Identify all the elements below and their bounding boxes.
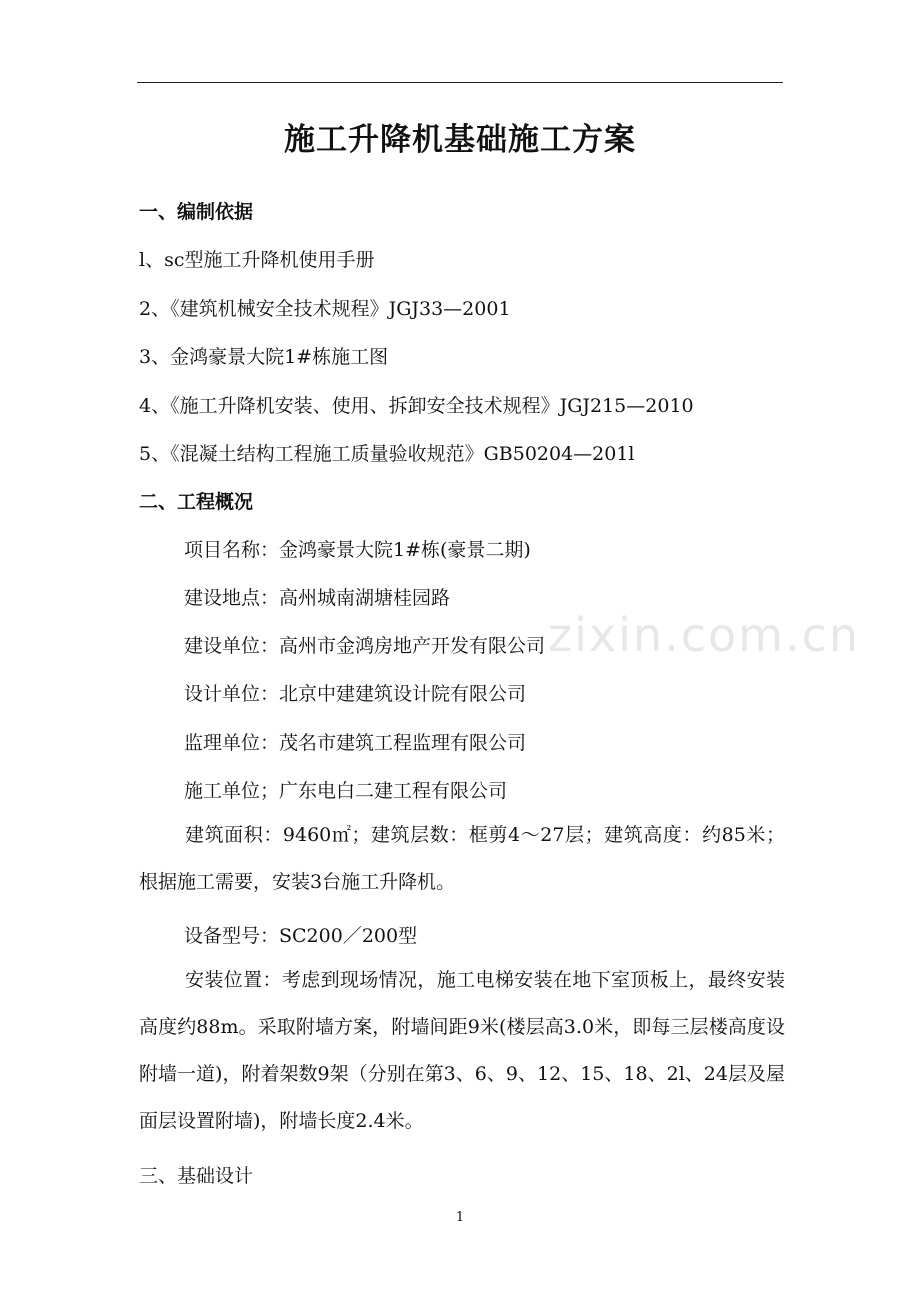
design-unit: 设计单位：北京中建建筑设计院有限公司 — [184, 683, 527, 705]
equipment-model: 设备型号：SC200／200型 — [184, 925, 418, 947]
basis-item-3: 3、金鸿豪景大院1#栋施工图 — [139, 346, 389, 368]
section-1-heading: 一、编制依据 — [139, 201, 254, 223]
section-3-heading: 三、基础设计 — [139, 1165, 254, 1187]
installation-paragraph: 安装位置：考虑到现场情况，施工电梯安装在地下室顶板上，最终安装高度约88m。采取附墙方案，附墙间距9米(楼层高3.0米，即每三层楼高度设附墙一道)，附着架数9架（分别在第3、6、9、12、15、18、2l、24层及屋面层设置附墙)，附墙长度2.4米。 — [139, 969, 785, 1132]
basis-item-2: 2、《建筑机械安全技术规程》JGJ33—2001 — [139, 298, 511, 320]
document-title: 施工升降机基础施工方案 — [284, 122, 636, 158]
supervision-unit: 监理单位：茂名市建筑工程监理有限公司 — [184, 732, 527, 754]
area-paragraph: 建筑面积：9460㎡；建筑层数：框剪4～27层；建筑高度：约85米；根据施工需要，安装3台施工升降机。 — [139, 824, 785, 893]
construction-site: 建设地点：高州城南湖塘桂园路 — [184, 587, 451, 609]
page-number: 1 — [455, 1210, 465, 1225]
project-name: 项目名称：金鸿豪景大院1#栋(豪景二期) — [184, 539, 531, 561]
construction-unit: 施工单位；广东电白二建工程有限公司 — [184, 780, 508, 802]
basis-item-5: 5、《混凝土结构工程施工质量验收规范》GB50204—201l — [139, 443, 635, 465]
basis-item-4: 4、《施工升降机安装、使用、拆卸安全技术规程》JGJ215—2010 — [139, 395, 694, 417]
header-rule — [137, 82, 783, 83]
developer: 建设单位：高州市金鸿房地产开发有限公司 — [184, 635, 546, 657]
basis-item-1: l、sc型施工升降机使用手册 — [139, 249, 375, 271]
watermark: zixin.com.cn — [548, 608, 861, 662]
section-2-heading: 二、工程概况 — [139, 491, 254, 513]
